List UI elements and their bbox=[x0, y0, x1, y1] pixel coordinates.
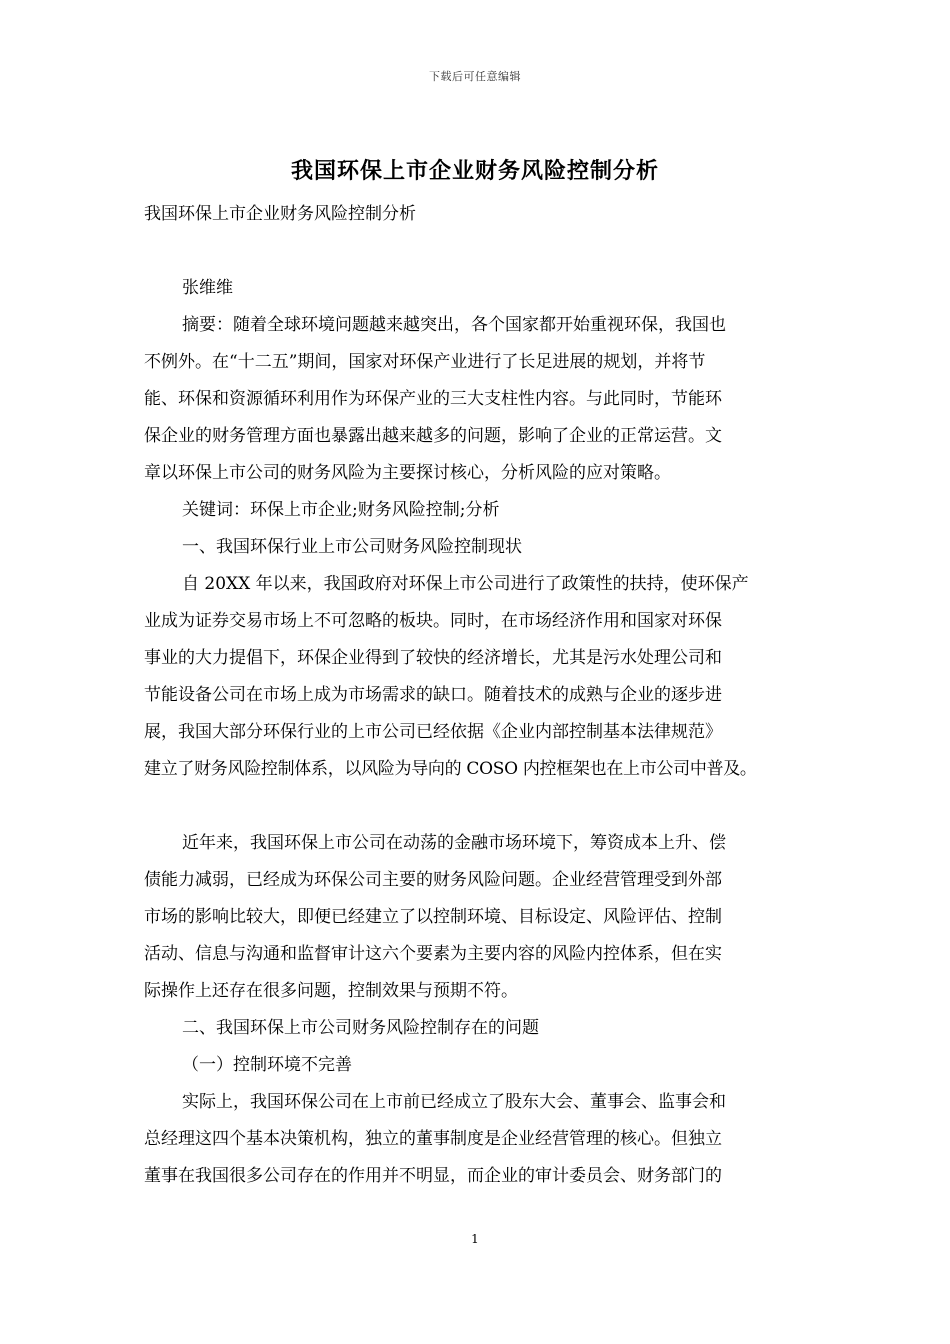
paragraph-line: 活动、信息与沟通和监督审计这六个要素为主要内容的风险内控体系，但在实 bbox=[144, 944, 722, 964]
paragraph-line: 建立了财务风险控制体系，以风险为导向的 COSO 内控框架也在上市公司中普及。 bbox=[144, 759, 757, 779]
paragraph-line: 市场的影响比较大，即便已经建立了以控制环境、目标设定、风险评估、控制 bbox=[144, 907, 722, 927]
keywords: 关键词：环保上市企业;财务风险控制;分析 bbox=[182, 500, 500, 520]
section-heading: 一、我国环保行业上市公司财务风险控制现状 bbox=[182, 537, 522, 557]
abstract-line: 不例外。在“十二五”期间，国家对环保产业进行了长足进展的规划，并将节 bbox=[144, 352, 706, 372]
document-title: 我国环保上市企业财务风险控制分析 bbox=[290, 158, 659, 184]
paragraph-line: 事业的大力提倡下，环保企业得到了较快的经济增长，尤其是污水处理公司和 bbox=[144, 648, 722, 668]
subsection-heading: （一）控制环境不完善 bbox=[182, 1055, 352, 1075]
paragraph-line: 自 20XX 年以来，我国政府对环保上市公司进行了政策性的扶持，使环保产 bbox=[182, 574, 749, 594]
section1-paragraph-2 bbox=[144, 825, 808, 1010]
subtitle: 我国环保上市企业财务风险控制分析 bbox=[144, 204, 416, 224]
paragraph-line: 总经理这四个基本决策机构，独立的董事制度是企业经营管理的核心。但独立 bbox=[144, 1129, 722, 1149]
paragraph-line: 节能设备公司在市场上成为市场需求的缺口。随着技术的成熟与企业的逐步进 bbox=[144, 685, 722, 705]
paragraph-line: 际操作上还存在很多问题，控制效果与预期不符。 bbox=[144, 981, 518, 1001]
blank-line bbox=[144, 233, 808, 270]
section2-paragraph-1 bbox=[144, 1084, 808, 1195]
abstract-paragraph bbox=[144, 307, 808, 492]
page-number: 1 bbox=[471, 1232, 479, 1246]
paragraph-line: 业成为证券交易市场上不可忽略的板块。同时，在市场经济作用和国家对环保 bbox=[144, 611, 722, 631]
author-name: 张维维 bbox=[182, 278, 233, 298]
blank-line bbox=[144, 788, 808, 825]
abstract-line: 章以环保上市公司的财务风险为主要探讨核心，分析风险的应对策略。 bbox=[144, 463, 671, 483]
document-body bbox=[144, 196, 808, 1195]
header-note: 下载后可任意编辑 bbox=[429, 70, 521, 83]
abstract-line: 摘要：随着全球环境问题越来越突出，各个国家都开始重视环保，我国也 bbox=[182, 315, 726, 335]
abstract-line: 保企业的财务管理方面也暴露出越来越多的问题，影响了企业的正常运营。文 bbox=[144, 426, 722, 446]
paragraph-line: 近年来，我国环保上市公司在动荡的金融市场环境下，筹资成本上升、偿 bbox=[182, 833, 726, 853]
paragraph-line: 展，我国大部分环保行业的上市公司已经依据《企业内部控制基本法律规范》 bbox=[144, 722, 722, 742]
section-heading: 二、我国环保上市公司财务风险控制存在的问题 bbox=[182, 1018, 539, 1038]
abstract-line: 能、环保和资源循环利用作为环保产业的三大支柱性内容。与此同时，节能环 bbox=[144, 389, 722, 409]
paragraph-line: 董事在我国很多公司存在的作用并不明显，而企业的审计委员会、财务部门的 bbox=[144, 1166, 722, 1186]
paragraph-line: 债能力减弱，已经成为环保公司主要的财务风险问题。企业经营管理受到外部 bbox=[144, 870, 722, 890]
section1-paragraph-1 bbox=[144, 566, 808, 788]
paragraph-line: 实际上，我国环保公司在上市前已经成立了股东大会、董事会、监事会和 bbox=[182, 1092, 726, 1112]
